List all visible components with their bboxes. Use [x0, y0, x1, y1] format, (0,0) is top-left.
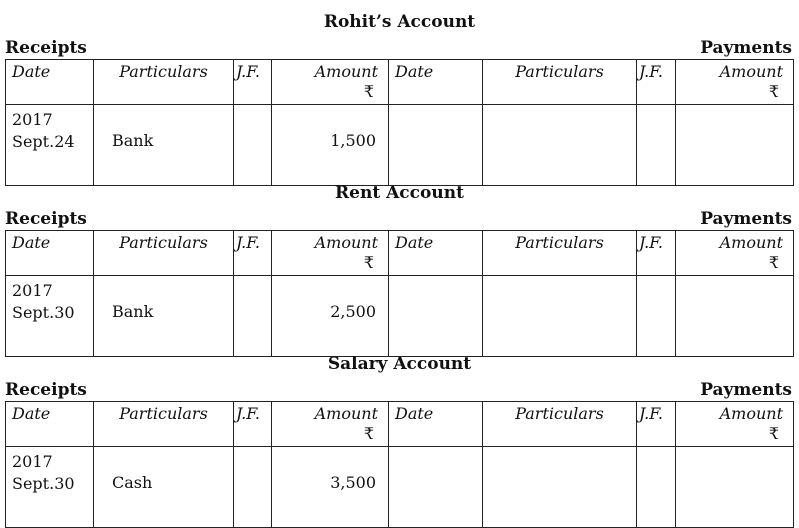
ledger-table: [5, 230, 794, 357]
entry-date: [6, 276, 94, 357]
ledger-table: [5, 401, 794, 528]
header-row: [6, 231, 794, 276]
entry-particulars: Bank: [94, 105, 234, 186]
col-date: Date: [389, 402, 483, 447]
col-date: Date: [389, 60, 483, 105]
entry-amount: 1,500: [272, 105, 389, 186]
rupee-symbol: ₹: [363, 424, 374, 443]
account-title: Salary Account: [327, 354, 472, 374]
col-particulars: Particulars: [94, 402, 234, 447]
col-jf: J.F.: [637, 402, 676, 447]
payments-label: Payments: [700, 380, 792, 400]
entry-jf: [234, 105, 272, 186]
col-particulars: Particulars: [483, 231, 637, 276]
col-amount: [272, 60, 389, 105]
empty-cell: [483, 276, 637, 357]
receipts-label: Receipts: [5, 209, 87, 229]
table-row: [6, 276, 794, 357]
entry-day: Sept.24: [12, 132, 75, 151]
amount-label: Amount: [314, 404, 378, 423]
amount-label: Amount: [719, 404, 783, 423]
entry-particulars: Cash: [94, 447, 234, 528]
account-title: Rent Account: [335, 183, 464, 203]
entry-year: 2017: [12, 452, 53, 471]
amount-label: Amount: [719, 233, 783, 252]
col-particulars: Particulars: [483, 402, 637, 447]
payments-label: Payments: [700, 209, 792, 229]
empty-cell: [483, 105, 637, 186]
rupee-symbol: ₹: [363, 253, 374, 272]
rupee-symbol: ₹: [768, 424, 779, 443]
empty-cell: [389, 447, 483, 528]
col-date: Date: [6, 402, 94, 447]
ledger-table: [5, 59, 794, 186]
col-amount: [676, 60, 794, 105]
empty-cell: [389, 105, 483, 186]
empty-cell: [676, 276, 794, 357]
entry-amount: 3,500: [272, 447, 389, 528]
col-amount: [676, 231, 794, 276]
col-particulars: Particulars: [483, 60, 637, 105]
receipts-label: Receipts: [5, 380, 87, 400]
entry-amount: 2,500: [272, 276, 389, 357]
empty-cell: [483, 447, 637, 528]
col-date: Date: [389, 231, 483, 276]
col-jf: J.F.: [637, 60, 676, 105]
amount-label: Amount: [719, 62, 783, 81]
rupee-symbol: ₹: [768, 82, 779, 101]
col-particulars: Particulars: [94, 60, 234, 105]
col-jf: J.F.: [234, 60, 272, 105]
entry-day: Sept.30: [12, 474, 75, 493]
entry-jf: [234, 276, 272, 357]
col-particulars: Particulars: [94, 231, 234, 276]
amount-label: Amount: [314, 233, 378, 252]
empty-cell: [389, 276, 483, 357]
col-date: Date: [6, 60, 94, 105]
header-row: [6, 60, 794, 105]
entry-jf: [234, 447, 272, 528]
empty-cell: [637, 105, 676, 186]
receipts-label: Receipts: [5, 38, 87, 58]
empty-cell: [637, 447, 676, 528]
entry-year: 2017: [12, 110, 53, 129]
entry-particulars: Bank: [94, 276, 234, 357]
empty-cell: [676, 105, 794, 186]
entry-date: [6, 447, 94, 528]
rupee-symbol: ₹: [363, 82, 374, 101]
col-amount: [272, 231, 389, 276]
account-title: Rohit’s Account: [323, 12, 476, 32]
header-row: [6, 402, 794, 447]
col-jf: J.F.: [234, 231, 272, 276]
entry-date: [6, 105, 94, 186]
col-jf: J.F.: [637, 231, 676, 276]
col-amount: [676, 402, 794, 447]
col-jf: J.F.: [234, 402, 272, 447]
col-date: Date: [6, 231, 94, 276]
table-row: [6, 105, 794, 186]
rupee-symbol: ₹: [768, 253, 779, 272]
entry-day: Sept.30: [12, 303, 75, 322]
table-row: [6, 447, 794, 528]
entry-year: 2017: [12, 281, 53, 300]
payments-label: Payments: [700, 38, 792, 58]
amount-label: Amount: [314, 62, 378, 81]
col-amount: [272, 402, 389, 447]
empty-cell: [637, 276, 676, 357]
empty-cell: [676, 447, 794, 528]
